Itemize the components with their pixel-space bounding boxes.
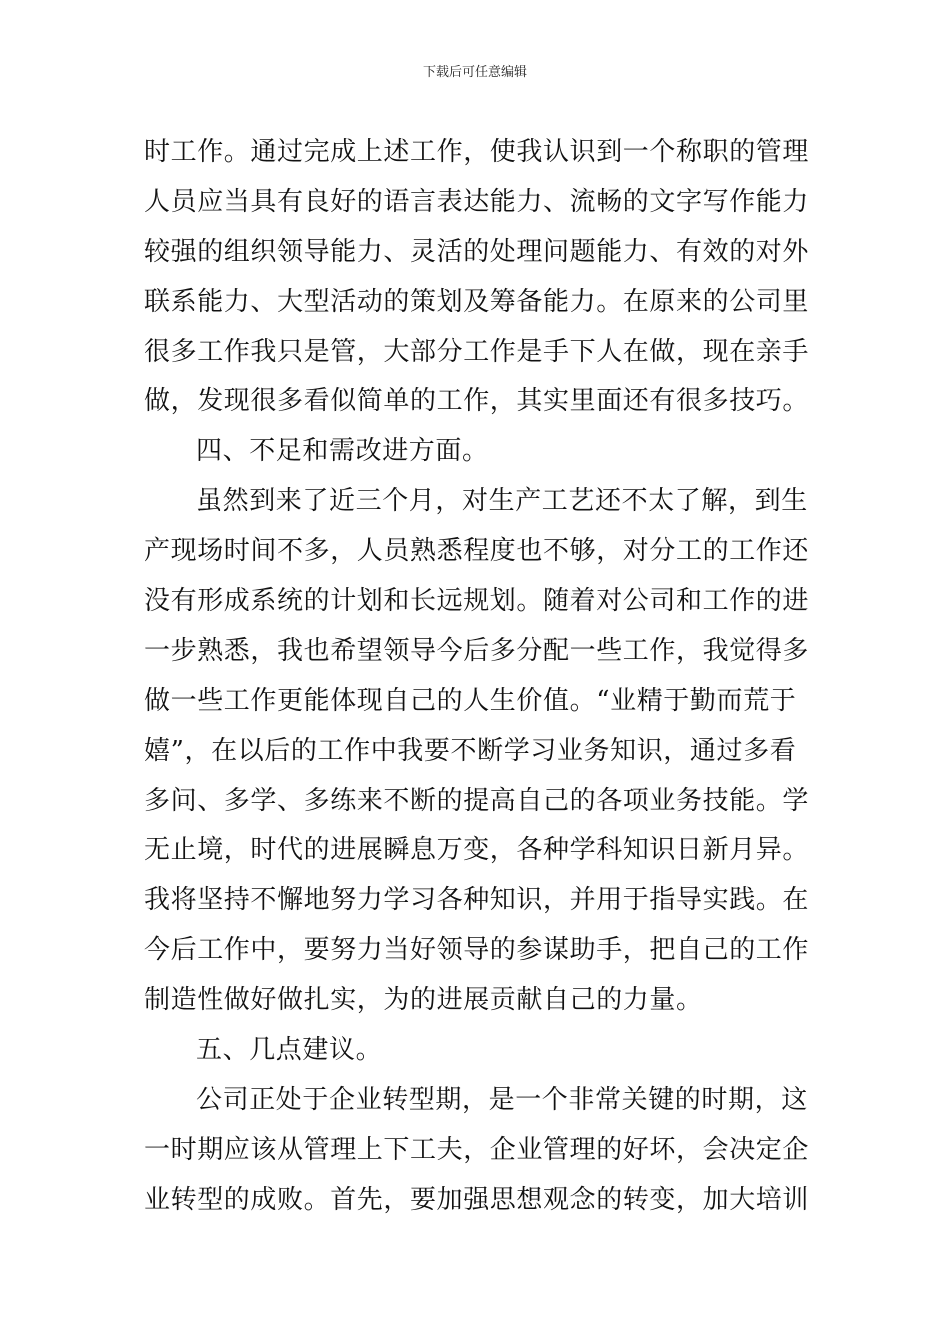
text-line: 很多工作我只是管，大部分工作是手下人在做，现在亲手	[144, 336, 810, 367]
text-line: 做一些工作更能体现自己的人生价值。“业精于勤而荒于	[144, 685, 797, 716]
text-line: 时工作。通过完成上述工作，使我认识到一个称职的管理	[144, 137, 810, 167]
text-line: 多问、多学、多练来不断的提高自己的各项业务技能。学	[144, 785, 810, 816]
text-line: 业转型的成败。首先，要加强思想观念的转变，加大培训	[144, 1184, 810, 1215]
text-line: 一步熟悉，我也希望领导今后多分配一些工作，我觉得多	[144, 635, 810, 666]
text-line: 做，发现很多看似简单的工作，其实里面还有很多技巧。	[144, 386, 810, 417]
text-line: 一时期应该从管理上下工夫，企业管理的好坏，会决定企	[144, 1134, 810, 1165]
page-header: 下载后可任意编辑	[422, 65, 527, 80]
text-line: 产现场时间不多，人员熟悉程度也不够，对分工的工作还	[144, 536, 810, 567]
text-line: 人员应当具有良好的语言表达能力、流畅的文字写作能力	[144, 186, 810, 217]
paragraph-first-line: 虽然到来了近三个月，对生产工艺还不太了解，到生	[196, 486, 808, 517]
section-heading: 四、不足和需改进方面。	[196, 436, 489, 467]
text-line: 无止境，时代的进展瞬息万变，各种学科知识日新月异。	[144, 835, 810, 866]
text-line: 没有形成系统的计划和长远规划。随着对公司和工作的进	[144, 586, 810, 617]
paragraph-first-line: 公司正处于企业转型期，是一个非常关键的时期，这	[196, 1084, 808, 1115]
text-line: 今后工作中，要努力当好领导的参谋助手，把自己的工作	[144, 935, 810, 966]
text-line: 制造性做好做扎实，为的进展贡献自己的力量。	[144, 985, 703, 1016]
document-body	[144, 128, 814, 1226]
text-line: 我将坚持不懈地努力学习各种知识，并用于指导实践。在	[144, 885, 810, 916]
text-line: 联系能力、大型活动的策划及筹备能力。在原来的公司里	[144, 286, 810, 317]
section-heading: 五、几点建议。	[196, 1035, 383, 1066]
text-line: 较强的组织领导能力、灵活的处理问题能力、有效的对外	[144, 236, 810, 267]
text-line: 嬉”，在以后的工作中我要不断学习业务知识，通过多看	[144, 735, 797, 766]
